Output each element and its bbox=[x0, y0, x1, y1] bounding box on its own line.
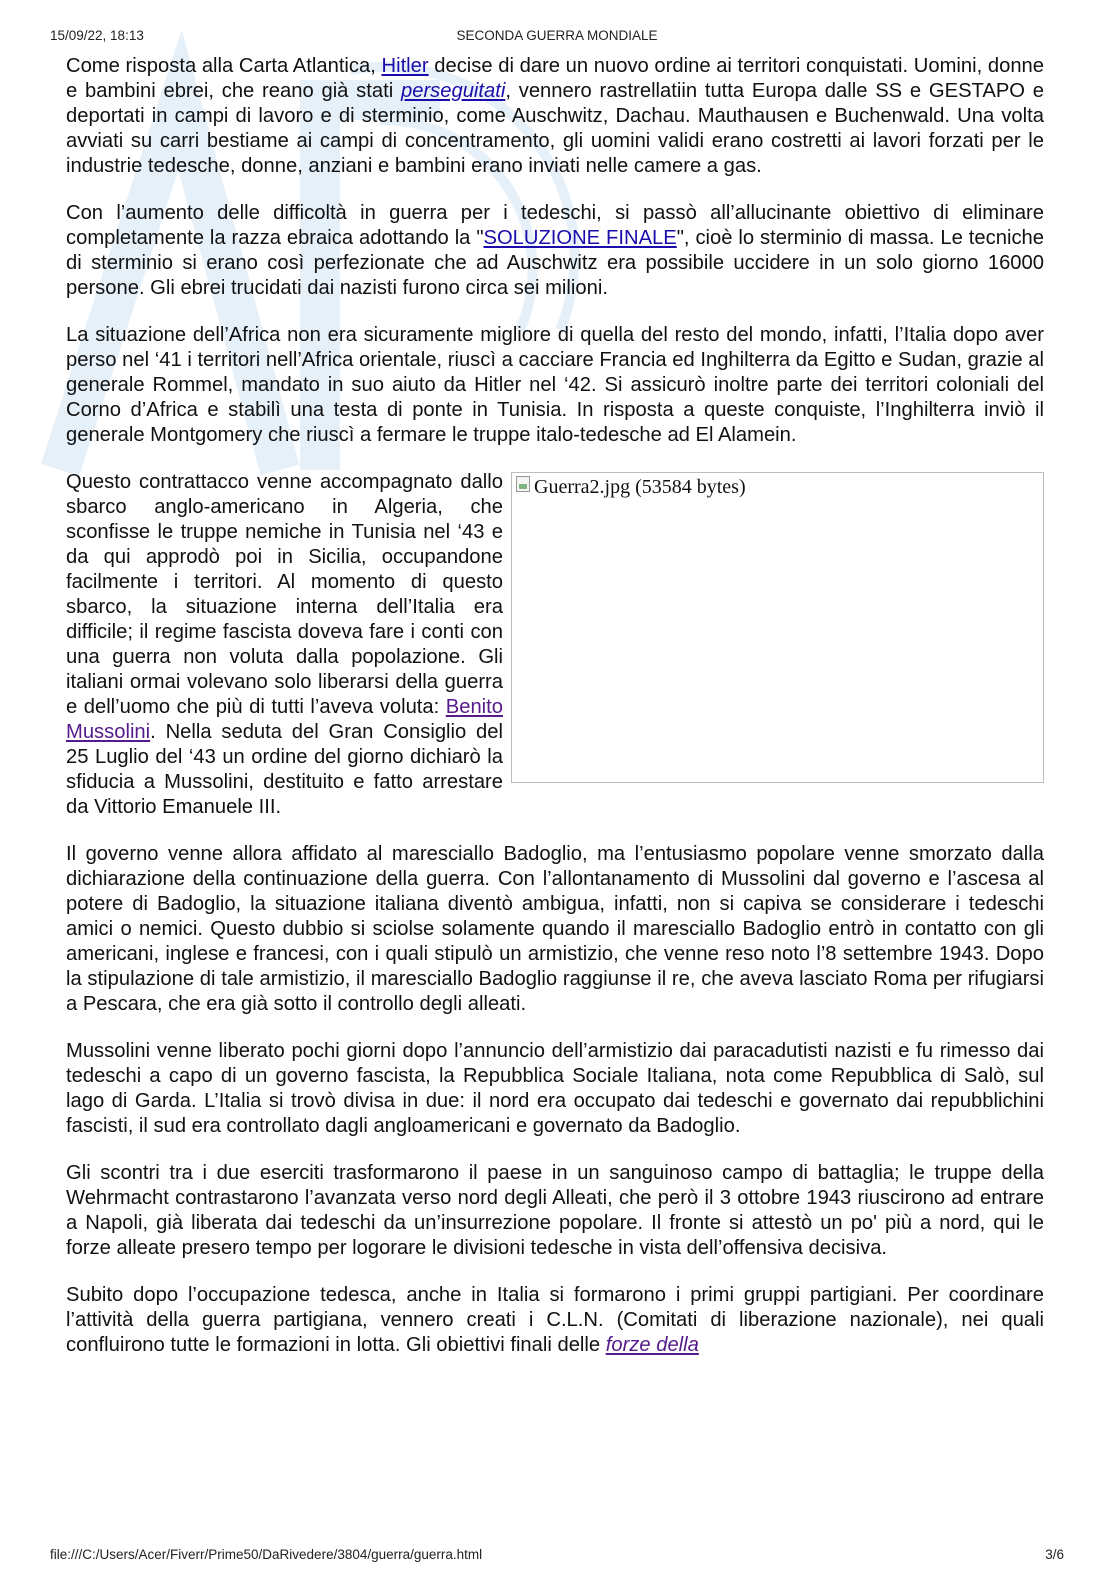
paragraph-7: Gli scontri tra i due eserciti trasformarono il paese in un sanguinoso campo di battaglia; le truppe della Wehrmacht contrastarono l’avanzata verso nord degli Alleati, che però il 3 ottobre 1943 riuscirono ad entrare a Napoli, già liberata dai tedeschi da un’insurrezione popolare. Il fronte si attestò un po' più a nord, qui le forze alleate presero tempo per logorare le divisioni tedesche in vista dell’offensiva decisiva. bbox=[66, 1162, 1044, 1259]
article-body bbox=[66, 54, 1044, 1380]
link-benito-mussolini[interactable]: Benito Mussolini bbox=[66, 696, 503, 743]
page-number: 3/6 bbox=[1045, 1547, 1064, 1562]
image-alt-text: Guerra2.jpg (53584 bytes) bbox=[534, 476, 746, 498]
print-header bbox=[50, 28, 1064, 46]
paragraph-5: Il governo venne allora affidato al maresciallo Badoglio, ma l’entusiasmo popolare venne smorzato dalla dichiarazione della continuazione della guerra. Con l’allontanamento di Mussolini dal governo e l’ascesa al potere di Badoglio, la situazione italiana diventò ambigua, infatti, non si capiva se considerare i tedeschi amici o nemici. Questo dubbio si sciolse solamente quando il maresciallo Badoglio entrò in contatto con gli americani, inglese e francesi, con i quali stipulò un armistizio, che venne reso noto l’8 settembre 1943. Dopo la stipulazione di tale armistizio, il maresciallo Badoglio raggiunse il re, che aveva lasciato Roma per rifugiarsi a Pescara, che era già sotto il controllo degli alleati. bbox=[66, 843, 1044, 1015]
broken-image-guerra2 bbox=[511, 472, 1044, 783]
paragraph-4: Guerra2.jpg (53584 bytes) Questo contrattacco venne accompagnato dallo sbarco anglo-americano in Algeria, che sconfisse le truppe nemiche in Tunisia nel ‘43 e da qui approdò poi in Sicilia, occupandone facilmente i territori. Al momento di questo sbarco, la situazione interna dell’Italia era difficile; il regime fascista doveva fare i conti con una guerra non voluta dalla popolazione. Gli italiani ormai volevano solo liberarsi della guerra e dell’uomo che più di tutti l’aveva voluta: Benito Mussolini. Nella seduta del Gran Consiglio del 25 Luglio del ‘43 un ordine del giorno dichiarò la sfiducia a Mussolini, destituito e fatto arrestare da Vittorio Emanuele III. bbox=[66, 470, 1044, 820]
paragraph-1: Come risposta alla Carta Atlantica, Hitler decise di dare un nuovo ordine ai territori conquistati. Uomini, donne e bambini ebrei, che reano già stati perseguitati, vennero rastrellatiin tutta Europa dalle SS e GESTAPO e deportati in campi di lavoro e di sterminio, come Auschwitz, Dachau. Mauthausen e Buchenwald. Una volta avviati su carri bestiame ai campi di concentramento, gli uomini validi erano costretti ai lavori forzati per le industrie tedesche, donne, anziani e bambini erano inviati nelle camere a gas. bbox=[66, 55, 1044, 177]
broken-image-icon bbox=[516, 476, 530, 492]
link-forze-della[interactable]: forze della bbox=[605, 1334, 699, 1356]
link-soluzione-finale[interactable]: SOLUZIONE FINALE bbox=[483, 227, 677, 249]
link-hitler[interactable]: Hitler bbox=[381, 55, 429, 77]
paragraph-3: La situazione dell’Africa non era sicuramente migliore di quella del resto del mondo, infatti, l’Italia dopo aver perso nel ‘41 i territori nell’Africa orientale, riuscì a cacciare Francia ed Inghilterra da Egitto e Sudan, grazie al generale Rommel, mandato in suo aiuto da Hitler nel ‘42. Si assicurò inoltre parte dei territori coloniali del Corno d’Africa e stabilì una testa di ponte in Tunisia. In risposta a queste conquiste, l’Inghilterra inviò il generale Montgomery che riuscì a fermare le truppe italo-tedesche ad El Alamein. bbox=[66, 324, 1044, 446]
print-file-path: file:///C:/Users/Acer/Fiverr/Prime50/DaRivedere/3804/guerra/guerra.html bbox=[50, 1547, 483, 1562]
print-datetime: 15/09/22, 18:13 bbox=[50, 28, 144, 43]
link-perseguitati[interactable]: perseguitati bbox=[400, 80, 506, 102]
paragraph-2: Con l’aumento delle difficoltà in guerra per i tedeschi, si passò all’allucinante obiettivo di eliminare completamente la razza ebraica adottando la "SOLUZIONE FINALE", cioè lo sterminio di massa. Le tecniche di sterminio si erano così perfezionate che ad Auschwitz era possibile uccidere in un solo giorno 16000 persone. Gli ebrei trucidati dai nazisti furono circa sei milioni. bbox=[66, 202, 1044, 299]
print-footer bbox=[50, 1547, 1064, 1565]
paragraph-8: Subito dopo l’occupazione tedesca, anche in Italia si formarono i primi gruppi partigiani. Per coordinare l’attività della guerra partigiana, vennero creati i C.L.N. (Comitati di liberazione nazionale), nei quali confluirono tutte le formazioni in lotta. Gli obiettivi finali delle forze della bbox=[66, 1284, 1044, 1356]
paragraph-6: Mussolini venne liberato pochi giorni dopo l’annuncio dell’armistizio dai paracadutisti nazisti e fu rimesso dai tedeschi a capo di un governo fascista, la Repubblica Sociale Italiana, nota come Repubblica di Salò, sul lago di Garda. L’Italia si trovò divisa in due: il nord era occupato dai tedeschi e governato dai repubblichini fascisti, il sud era controllato dagli angloamericani e governato da Badoglio. bbox=[66, 1040, 1044, 1137]
print-title: SECONDA GUERRA MONDIALE bbox=[456, 28, 658, 43]
